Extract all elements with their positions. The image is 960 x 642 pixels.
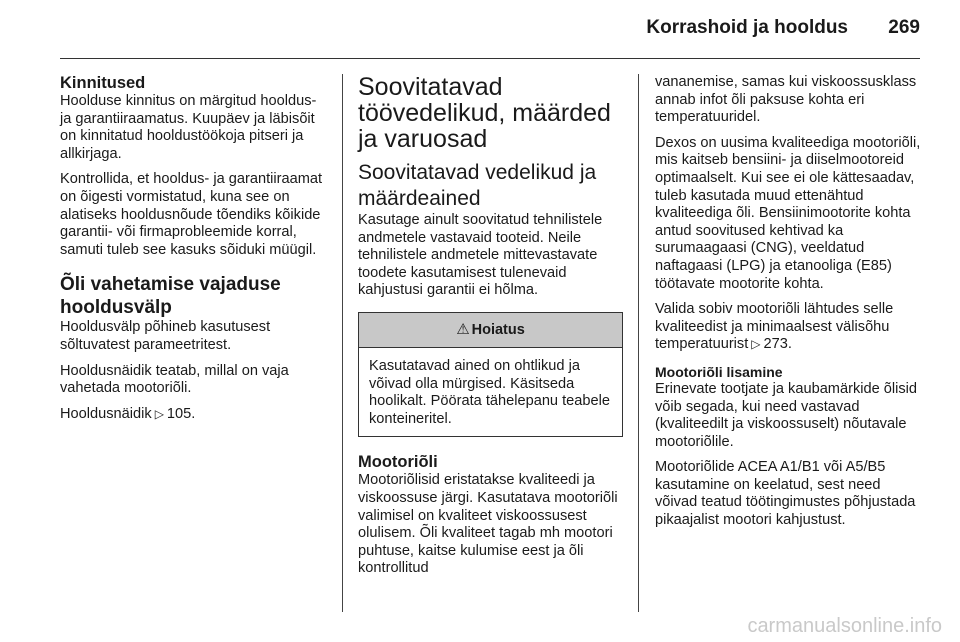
paragraph: Kontrollida, et hooldus- ja garantiiraamat on õigesti vormistatud, kuna see on alatiseks hooldusnõude tõendiks kõikide garantii- või firmaprobleemide korral, samuti tuleb see kasuks sõiduki müügil.: [60, 171, 323, 258]
page-header: [60, 0, 920, 59]
subsection-title: Soovitatavad vedelikud ja määrdeained: [358, 161, 597, 210]
reference-text: Valida sobiv mootoriõli lähtudes selle kvaliteedist ja minimaalsest välisõhu temperatuurist: [655, 301, 894, 353]
warning-title: Hoiatus: [471, 321, 525, 338]
column-right: [655, 74, 925, 538]
section-title: Soovitatavad töövedelikud, määrded ja varuosad: [358, 73, 611, 153]
page-reference-icon: ▷: [154, 406, 164, 421]
warning-icon: ⚠: [456, 320, 470, 338]
page-number: 269: [888, 17, 920, 38]
paragraph: Erinevate tootjate ja kaubamärkide õlisid võib segada, kui need vastavad (kvaliteedilt ja viskoossuselt) nõutavale mootoriõlile.: [655, 380, 918, 450]
column-middle: [358, 74, 623, 586]
heading-adding-oil: Mootoriõli lisamine: [655, 363, 783, 380]
paragraph: Hoolduse kinnitus on märgitud hooldus- ja garantiiraamatus. Kuupäev ja läbisõit on kinnitatud hooldustöökoja pitseri ja allkirjaga.: [60, 93, 317, 162]
warning-header: [359, 313, 622, 348]
paragraph: Kasutage ainult soovitatud tehnilistele andmetele vastavaid tooteid. Neile tehnilistele andmetele mittevastavate toodete kasutamisest tulenevaid kahjustusi garantii ei hõlma.: [358, 212, 603, 299]
paragraph: Mootoriõlisid eristatakse kvaliteedi ja viskoossuse järgi. Kasutatava mootoriõli valimisel on kvaliteet viskoossusest olulisem. Õli kvaliteet tagab mh mootori puhtuse, kaitse kulumise eest ja õli kontrollitud: [358, 472, 618, 577]
column-divider: [342, 74, 343, 612]
heading-oil-change-interval: Õli vahetamise vajaduse hooldusvälp: [60, 274, 281, 319]
warning-body: [359, 348, 622, 436]
paragraph-service-indicator-ref: [60, 406, 330, 424]
column-divider: [638, 74, 639, 612]
reference-text: Hooldusnäidik: [60, 405, 152, 422]
paragraph-temperature-ref: [655, 301, 925, 354]
heading-kinnitused: Kinnitused: [60, 74, 146, 92]
page-reference-link[interactable]: 273.: [763, 336, 792, 353]
paragraph: Mootoriõlide ACEA A1/B1 või A5/B5 kasutamine on keelatud, sest need võivad teatud töötingimustes põhjustada pikaajalist mootori kahjustust.: [655, 459, 916, 529]
paragraph: vananemise, samas kui viskoossusklass annab infot õli paksuse kohta eri temperatuuridel.: [655, 74, 917, 126]
heading-mootorioli: Mootoriõli: [358, 453, 438, 472]
page-reference-icon: ▷: [751, 337, 761, 352]
warning-text: Kasutatavad ained on ohtlikud ja võivad olla mürgised. Käsitseda hoolikalt. Pöörata tähelepanu teabele konteineritel.: [369, 357, 610, 427]
column-left: [60, 74, 330, 431]
page-reference-link[interactable]: 105.: [166, 405, 196, 422]
warning-box: [358, 312, 623, 437]
watermark: carmanualsonline.info: [747, 615, 942, 637]
paragraph: Hooldusvälp põhineb kasutusest sõltuvatest parameetritest.: [60, 319, 271, 353]
paragraph: Dexos on uusima kvaliteediga mootoriõli, mis kaitseb bensiini- ja diiselmootoreid optimaalselt. Kui see ei ole kättesaadav, tuleb kasutada muud ettenähtud kvaliteediga õli. Bensiinimootorite kohta antud soovitused kehtivad ka surumaagaasi (CNG), veeldatud naftagaasi (LPG) ja etanooliga (E85) töötavate mootorite kohta.: [655, 134, 921, 292]
paragraph: Hooldusnäidik teatab, millal on vaja vahetada mootoriõli.: [60, 362, 289, 397]
page-header-title: Korrashoid ja hooldus: [646, 17, 848, 38]
